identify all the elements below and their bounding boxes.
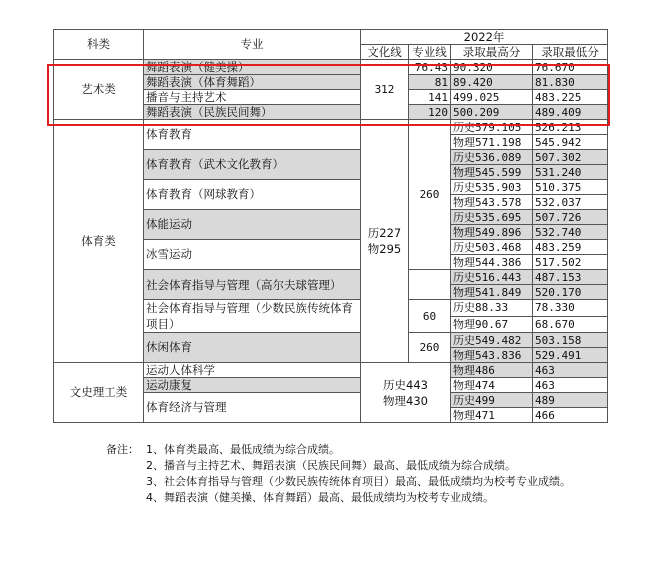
- min-score-cell: 507.726: [533, 210, 608, 225]
- min-score-cell: 489: [533, 393, 608, 408]
- major-cell: 舞蹈表演（体育舞蹈）: [144, 75, 361, 90]
- header-max-score: 录取最高分: [451, 45, 533, 60]
- major-cell: 运动康复: [144, 378, 361, 393]
- major-cell: 社会体育指导与管理（高尔夫球管理）: [144, 270, 361, 300]
- min-score-cell: 526.213: [533, 120, 608, 135]
- major-cell: 舞蹈表演（民族民间舞）: [144, 105, 361, 120]
- max-score-cell: 历史579.105: [451, 120, 533, 135]
- major-cell: 冰雪运动: [144, 240, 361, 270]
- max-score-cell: 90.320: [451, 60, 533, 75]
- culture-line-art: 312: [361, 60, 409, 120]
- max-score-cell: 历史535.903: [451, 180, 533, 195]
- major-cell: 社会体育指导与管理（少数民族传统体育项目）: [144, 300, 361, 333]
- major-cell: 体育教育: [144, 120, 361, 150]
- min-score-cell: 483.259: [533, 240, 608, 255]
- min-score-cell: 463: [533, 363, 608, 378]
- max-score-cell: 89.420: [451, 75, 533, 90]
- major-line-sports-a: 260: [409, 120, 451, 270]
- min-score-cell: 545.942: [533, 135, 608, 150]
- max-score-cell: 历史549.482: [451, 333, 533, 348]
- major-cell: 体育教育（武术文化教育）: [144, 150, 361, 180]
- header-major: 专业: [144, 30, 361, 60]
- table-row: [54, 60, 608, 75]
- note-item: 3、社会体育指导与管理（少数民族传统体育项目）最高、最低成绩均为校考专业成绩。: [146, 475, 571, 488]
- min-score-cell: 517.502: [533, 255, 608, 270]
- major-cell: 休闲体育: [144, 333, 361, 363]
- header-year: 2022年: [361, 30, 608, 45]
- header-culture-line: 文化线: [361, 45, 409, 60]
- major-cell: 运动人体科学: [144, 363, 361, 378]
- max-score-cell: 历史536.089: [451, 150, 533, 165]
- note-item: 1、体育类最高、最低成绩为综合成绩。: [146, 443, 340, 456]
- category-general: 文史理工类: [54, 363, 144, 423]
- major-cell: 体育经济与管理: [144, 393, 361, 423]
- major-cell: 播音与主持艺术: [144, 90, 361, 105]
- note-item: 2、播音与主持艺术、舞蹈表演（民族民间舞）最高、最低成绩为综合成绩。: [146, 459, 516, 472]
- admission-score-table: [53, 29, 608, 423]
- header-min-score: 录取最低分: [533, 45, 608, 60]
- note-item: 4、舞蹈表演（健美操、体育舞蹈）最高、最低成绩均为校考专业成绩。: [146, 491, 494, 504]
- min-score-cell: 531.240: [533, 165, 608, 180]
- min-score-cell: 463: [533, 378, 608, 393]
- category-art: 艺术类: [54, 60, 144, 120]
- notes-label: 备注：: [106, 443, 139, 456]
- table-row: [54, 120, 608, 135]
- min-score-cell: 503.158: [533, 333, 608, 348]
- major-cell: 舞蹈表演（健美操）: [144, 60, 361, 75]
- major-line-sports-c: 260: [409, 333, 451, 363]
- max-score-cell: 历史535.695: [451, 210, 533, 225]
- category-sports: 体育类: [54, 120, 144, 363]
- max-score-cell: 物理471: [451, 408, 533, 423]
- max-score-cell: 物理545.599: [451, 165, 533, 180]
- notes-block: [106, 442, 571, 506]
- max-score-cell: 物理541.849: [451, 285, 533, 300]
- max-score-cell: 历史503.468: [451, 240, 533, 255]
- min-score-cell: 520.170: [533, 285, 608, 300]
- min-score-cell: 510.375: [533, 180, 608, 195]
- min-score-cell: 483.225: [533, 90, 608, 105]
- min-score-cell: 78.330: [533, 300, 608, 317]
- min-score-cell: 529.491: [533, 348, 608, 363]
- header-category: 科类: [54, 30, 144, 60]
- header-major-line: 专业线: [409, 45, 451, 60]
- major-line-blank: [409, 270, 451, 300]
- culture-line-general: 历史443 物理430: [361, 363, 451, 423]
- max-score-cell: 物理90.67: [451, 316, 533, 333]
- major-line-cell: 120: [409, 105, 451, 120]
- max-score-cell: 500.209: [451, 105, 533, 120]
- major-line-sports-b: 60: [409, 300, 451, 333]
- min-score-cell: 466: [533, 408, 608, 423]
- min-score-cell: 81.830: [533, 75, 608, 90]
- min-score-cell: 487.153: [533, 270, 608, 285]
- major-line-cell: 81: [409, 75, 451, 90]
- max-score-cell: 物理549.896: [451, 225, 533, 240]
- max-score-cell: 物理571.198: [451, 135, 533, 150]
- max-score-cell: 物理544.386: [451, 255, 533, 270]
- max-score-cell: 物理543.836: [451, 348, 533, 363]
- table-row: [54, 363, 608, 378]
- max-score-cell: 物理486: [451, 363, 533, 378]
- major-cell: 体育教育（网球教育）: [144, 180, 361, 210]
- major-cell: 体能运动: [144, 210, 361, 240]
- max-score-cell: 历史88.33: [451, 300, 533, 317]
- header-row: [54, 30, 608, 45]
- max-score-cell: 499.025: [451, 90, 533, 105]
- min-score-cell: 76.670: [533, 60, 608, 75]
- max-score-cell: 历史499: [451, 393, 533, 408]
- min-score-cell: 532.740: [533, 225, 608, 240]
- max-score-cell: 历史516.443: [451, 270, 533, 285]
- min-score-cell: 532.037: [533, 195, 608, 210]
- major-line-cell: 141: [409, 90, 451, 105]
- max-score-cell: 物理543.578: [451, 195, 533, 210]
- major-line-cell: 76.43: [409, 60, 451, 75]
- min-score-cell: 68.670: [533, 316, 608, 333]
- culture-line-sports: 历227 物295: [361, 120, 409, 363]
- min-score-cell: 489.409: [533, 105, 608, 120]
- max-score-cell: 物理474: [451, 378, 533, 393]
- min-score-cell: 507.302: [533, 150, 608, 165]
